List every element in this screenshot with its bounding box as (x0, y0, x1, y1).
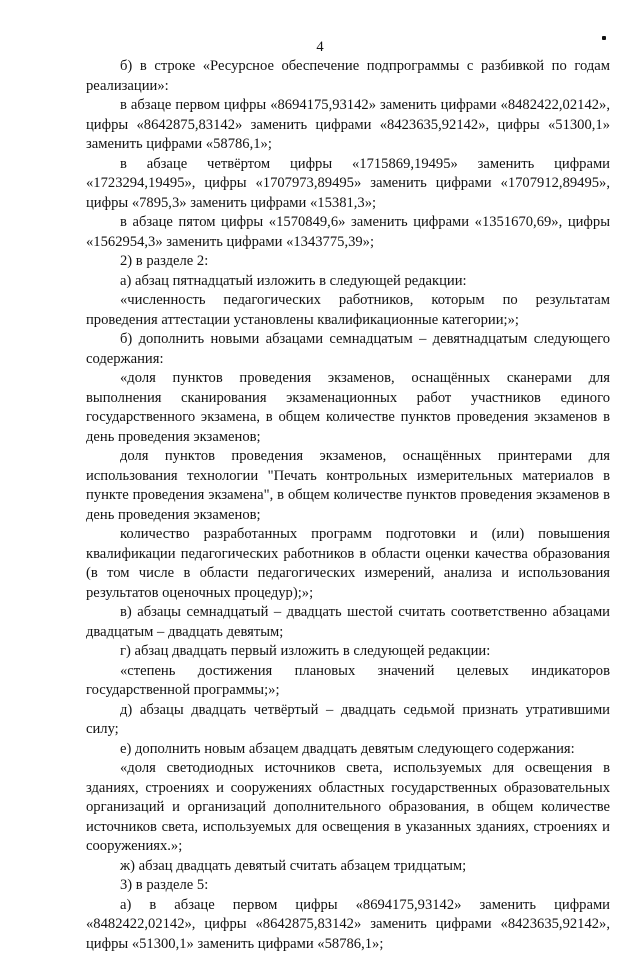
paragraph: «степень достижения плановых значений целевых индикаторов государственной программы;»; (86, 662, 610, 701)
page-number: 4 (0, 38, 640, 58)
paragraph: в абзаце первом цифры «8694175,93142» заменить цифрами «8482422,02142», цифры «8642875,83142» заменить цифрами «8423635,92142», цифры «51300,1» заменить цифрами «58786,1»; (86, 96, 610, 155)
paragraph: 2) в разделе 2: (86, 252, 610, 272)
paragraph: «численность педагогических работников, которым по результатам проведения аттестации установлены квалификационные категории;»; (86, 291, 610, 330)
paragraph: в абзаце пятом цифры «1570849,6» заменить цифрами «1351670,69», цифры «1562954,3» заменить цифрами «1343775,39»; (86, 213, 610, 252)
paragraph: д) абзацы двадцать четвёртый – двадцать седьмой признать утратившими силу; (86, 701, 610, 740)
paragraph: «доля пунктов проведения экзаменов, оснащённых сканерами для выполнения сканирования экзаменационных работ участников единого государственного экзамена, в общем количестве пунктов проведения экзаменов в день проведения экзаменов; (86, 369, 610, 447)
paragraph: в абзаце четвёртом цифры «1715869,19495» заменить цифрами «1723294,19495», цифры «1707973,89495» заменить цифрами «1707912,89495», цифры «7895,3» заменить цифрами «15381,3»; (86, 155, 610, 214)
paragraph: а) в абзаце первом цифры «8694175,93142» заменить цифрами «8482422,02142», цифры «8642875,83142» заменить цифрами «8423635,92142», цифры «51300,1» заменить цифрами «58786,1»; (86, 896, 610, 954)
paragraph: г) абзац двадцать первый изложить в следующей редакции: (86, 642, 610, 662)
paragraph: б) в строке «Ресурсное обеспечение подпрограммы с разбивкой по годам реализации»: (86, 57, 610, 96)
paragraph: е) дополнить новым абзацем двадцать девятым следующего содержания: (86, 740, 610, 760)
paragraph: ж) абзац двадцать девятый считать абзацем тридцатым; (86, 857, 610, 877)
scan-mark (602, 36, 606, 40)
document-body (86, 57, 610, 954)
paragraph: а) абзац пятнадцатый изложить в следующей редакции: (86, 272, 610, 292)
paragraph: «доля светодиодных источников света, используемых для освещения в зданиях, строениях и сооружениях областных государственных образовательных организаций и организаций дополнительного образования, в общем количестве источников света, используемых для освещения в указанных зданиях, строениях и сооружениях.»; (86, 759, 610, 857)
paragraph: в) абзацы семнадцатый – двадцать шестой считать соответственно абзацами двадцатым – двадцать девятым; (86, 603, 610, 642)
paragraph: б) дополнить новыми абзацами семнадцатым – девятнадцатым следующего содержания: (86, 330, 610, 369)
paragraph: доля пунктов проведения экзаменов, оснащённых принтерами для использования технологии "Печать контрольных измерительных материалов в пункте проведения экзамена", в общем количестве пунктов проведения экзаменов в день проведения экзаменов; (86, 447, 610, 525)
paragraph: количество разработанных программ подготовки и (или) повышения квалификации педагогических работников в области оценки качества образования (в том числе в области педагогических измерений, анализа и использования результатов оценочных процедур);»; (86, 525, 610, 603)
paragraph: 3) в разделе 5: (86, 876, 610, 896)
